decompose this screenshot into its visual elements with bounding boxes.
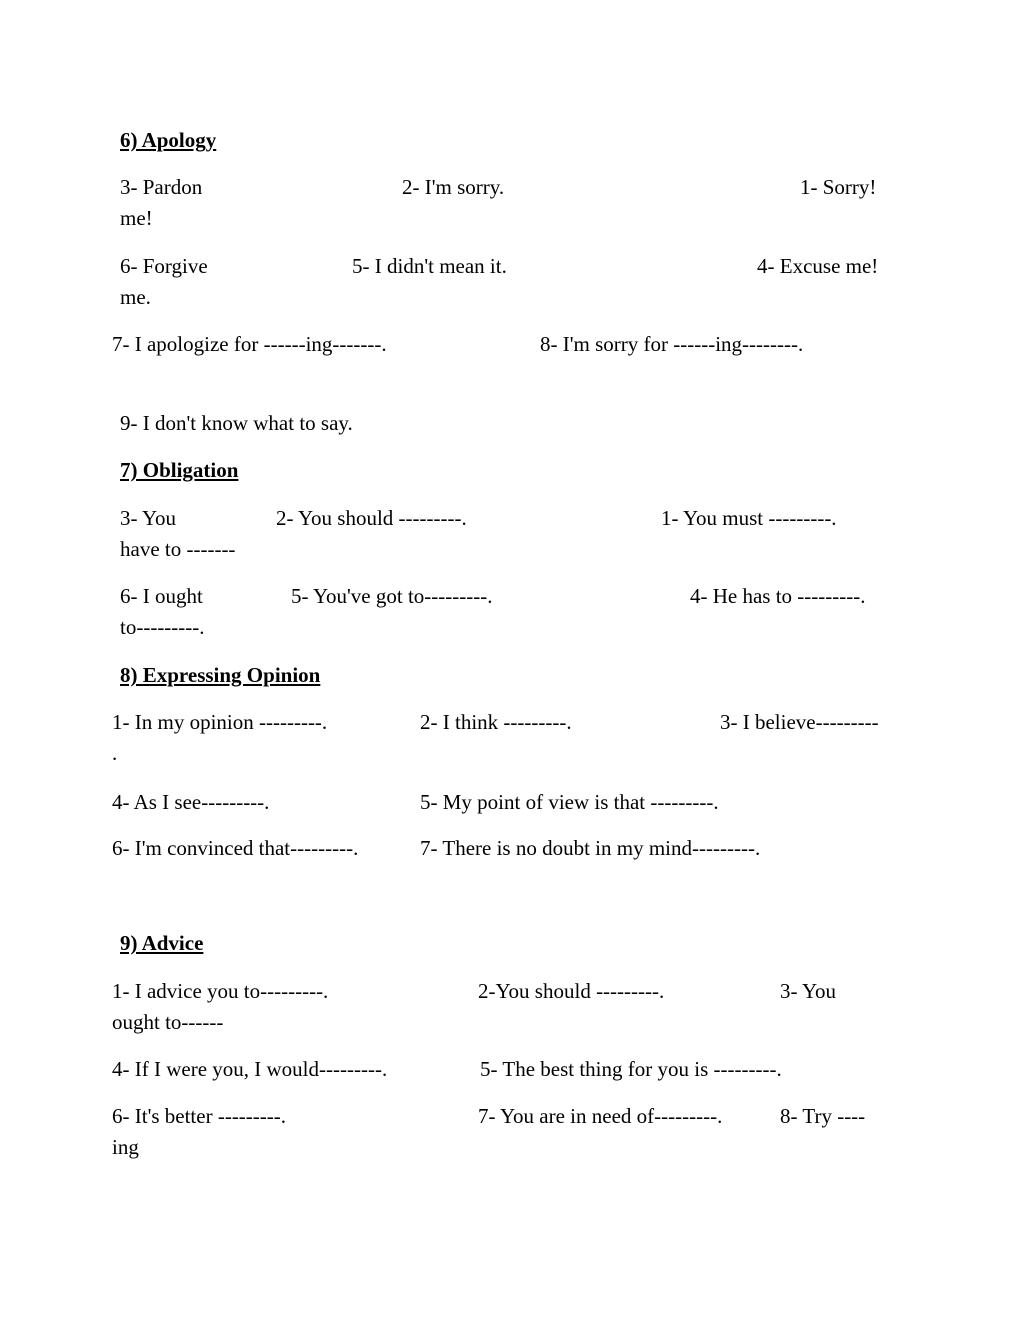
apology-item-7: 7- I apologize for ------ing-------. xyxy=(112,332,387,356)
section-heading-advice: 9) Advice xyxy=(120,931,204,955)
apology-item-2: 2- I'm sorry. xyxy=(402,175,505,199)
advice-item-8-continued: ing xyxy=(112,1135,139,1159)
advice-item-1: 1- I advice you to---------. xyxy=(112,979,329,1003)
obligation-item-5: 5- You've got to---------. xyxy=(291,584,493,608)
obligation-item-4: 4- He has to ---------. xyxy=(690,584,866,608)
opinion-item-2: 2- I think ---------. xyxy=(420,710,572,734)
opinion-item-6: 6- I'm convinced that---------. xyxy=(112,836,359,860)
apology-item-3: 3- Pardon xyxy=(120,175,203,199)
advice-item-3-continued: ought to------ xyxy=(112,1010,224,1034)
advice-item-2: 2-You should ---------. xyxy=(478,979,665,1003)
apology-item-4: 4- Excuse me! xyxy=(757,254,879,278)
apology-item-6: 6- Forgive xyxy=(120,254,208,278)
obligation-item-1: 1- You must ---------. xyxy=(661,506,837,530)
obligation-item-6-continued: to---------. xyxy=(120,615,205,639)
opinion-item-7: 7- There is no doubt in my mind---------. xyxy=(420,836,761,860)
apology-item-8: 8- I'm sorry for ------ing--------. xyxy=(540,332,804,356)
advice-item-8: 8- Try ---- xyxy=(780,1104,866,1128)
obligation-item-2: 2- You should ---------. xyxy=(276,506,467,530)
section-heading-opinion: 8) Expressing Opinion xyxy=(120,663,321,687)
advice-item-4: 4- If I were you, I would---------. xyxy=(112,1057,388,1081)
advice-item-6: 6- It's better ---------. xyxy=(112,1104,287,1128)
obligation-item-3: 3- You xyxy=(120,506,177,530)
advice-item-7: 7- You are in need of---------. xyxy=(478,1104,723,1128)
apology-item-1: 1- Sorry! xyxy=(800,175,877,199)
section-heading-apology: 6) Apology xyxy=(120,128,217,152)
advice-item-3: 3- You xyxy=(780,979,837,1003)
apology-item-5: 5- I didn't mean it. xyxy=(352,254,507,278)
opinion-item-4: 4- As I see---------. xyxy=(112,790,270,814)
apology-item-6-continued: me. xyxy=(120,285,151,309)
opinion-item-3-continued: . xyxy=(112,741,118,765)
section-heading-obligation: 7) Obligation xyxy=(120,458,239,482)
apology-item-9: 9- I don't know what to say. xyxy=(120,411,353,435)
opinion-item-1: 1- In my opinion ---------. xyxy=(112,710,328,734)
opinion-item-5: 5- My point of view is that ---------. xyxy=(420,790,719,814)
apology-item-3-continued: me! xyxy=(120,206,153,230)
opinion-item-3: 3- I believe--------- xyxy=(720,710,879,734)
obligation-item-3-continued: have to ------- xyxy=(120,537,236,561)
obligation-item-6: 6- I ought xyxy=(120,584,203,608)
advice-item-5: 5- The best thing for you is ---------. xyxy=(480,1057,782,1081)
